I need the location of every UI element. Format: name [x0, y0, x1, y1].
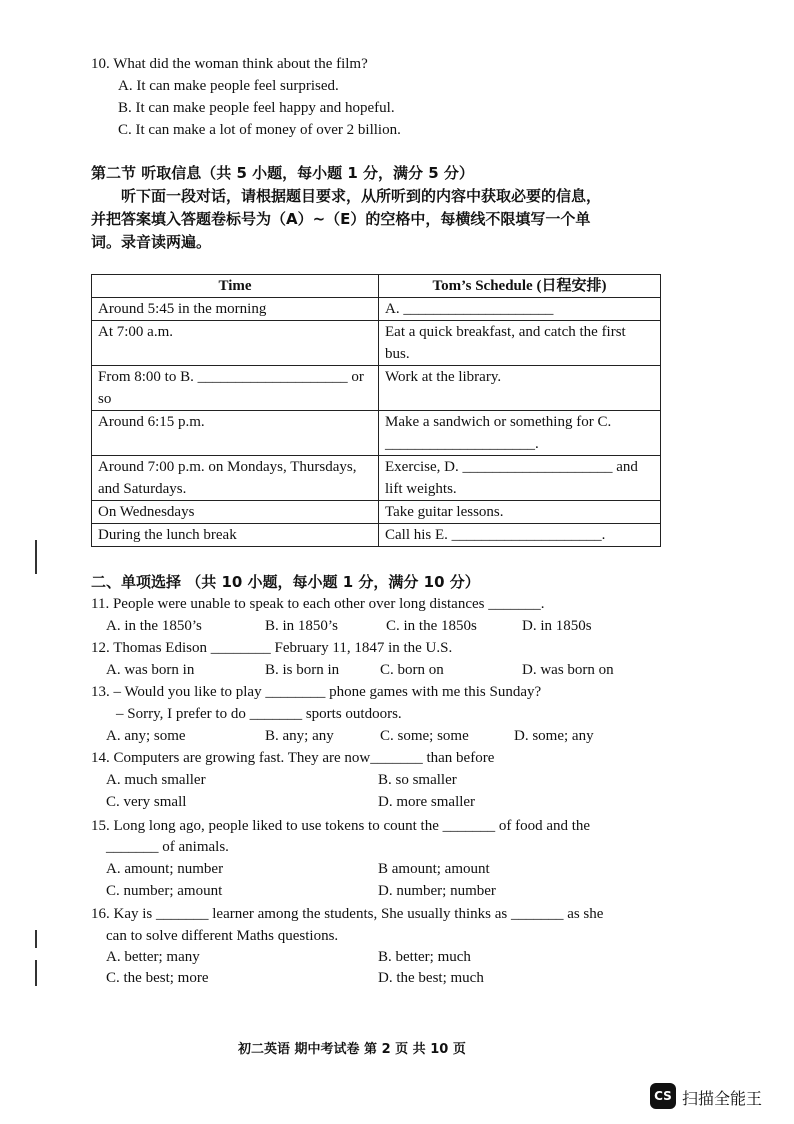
schedule-cell: Eat a quick breakfast, and catch the first bus.: [379, 321, 661, 366]
q16-option-c: C. the best; more: [106, 970, 209, 986]
q15-option-b: B amount; amount: [378, 861, 490, 877]
time-cell: Around 6:15 p.m.: [92, 411, 379, 456]
camscanner-logo-icon: CS: [650, 1083, 676, 1109]
q12-option-b: B. is born in: [265, 662, 340, 678]
schedule-cell: Call his E. ____________________.: [379, 524, 661, 547]
camscanner-watermark-text: 扫描全能王: [682, 1089, 763, 1108]
q16-stem: 16. Kay is _______ learner among the students, She usually thinks as _______ as she: [91, 906, 604, 922]
q13-option-c: C. some; some: [380, 728, 469, 744]
q15-stem-line2: _______ of animals.: [106, 839, 229, 855]
q15-option-d: D. number; number: [378, 883, 496, 899]
schedule-cell: Take guitar lessons.: [379, 501, 661, 524]
q11-option-d: D. in 1850s: [522, 618, 592, 634]
part2-heading: 二、单项选择 （共 10 小题，每小题 1 分，满分 10 分）: [91, 573, 480, 591]
table-row: [92, 366, 661, 411]
q11-option-a: A. in the 1850’s: [106, 618, 202, 634]
q12-stem: 12. Thomas Edison ________ February 11, 1847 in the U.S.: [91, 640, 453, 656]
q14-option-d: D. more smaller: [378, 794, 476, 810]
q16-option-d: D. the best; much: [378, 970, 484, 986]
table-row: [92, 501, 661, 524]
time-cell: Around 7:00 p.m. on Mondays, Thursdays, and Saturdays.: [92, 456, 379, 501]
q10-option-b: B. It can make people feel happy and hopeful.: [118, 100, 395, 116]
q14-option-c: C. very small: [106, 794, 187, 810]
section2-instruction-line1: 听下面一段对话，请根据题目要求，从所听到的内容中获取必要的信息，: [121, 187, 602, 205]
q13-option-a: A. any; some: [106, 728, 186, 744]
time-cell: From 8:00 to B. ____________________ or so: [92, 366, 379, 411]
q14-option-b: B. so smaller: [378, 772, 457, 788]
q10-stem: 10. What did the woman think about the film?: [91, 56, 368, 72]
page-footer: 初二英语 期中考试卷 第 2 页 共 10 页: [238, 1042, 466, 1057]
time-cell: On Wednesdays: [92, 501, 379, 524]
schedule-cell: Work at the library.: [379, 366, 661, 411]
header-schedule: Tom’s Schedule (日程安排): [379, 275, 661, 298]
schedule-cell: Make a sandwich or something for C. ____________________.: [379, 411, 661, 456]
q14-option-a: A. much smaller: [106, 772, 206, 788]
q16-option-a: A. better; many: [106, 949, 200, 965]
q16-option-b: B. better; much: [378, 949, 471, 965]
schedule-cell: A. ____________________: [379, 298, 661, 321]
section2-instruction-line2: 并把答案填入答题卷标号为（A）~（E）的空格中，每横线不限填写一个单: [91, 210, 591, 228]
q11-stem: 11. People were unable to speak to each other over long distances _______.: [91, 596, 545, 612]
q15-stem: 15. Long long ago, people liked to use tokens to count the _______ of food and the: [91, 818, 591, 834]
table-row: [92, 456, 661, 501]
q10-option-a: A. It can make people feel surprised.: [118, 78, 339, 94]
margin-scan-mark: [35, 540, 37, 574]
section2-heading: 第二节 听取信息（共 5 小题，每小题 1 分，满分 5 分）: [91, 164, 474, 182]
q14-stem: 14. Computers are growing fast. They are now_______ than before: [91, 750, 495, 766]
table-header-row: [92, 275, 661, 298]
q11-option-b: B. in 1850’s: [265, 618, 338, 634]
table-row: [92, 524, 661, 547]
header-time: Time: [92, 275, 379, 298]
q13-stem: 13. – Would you like to play ________ phone games with me this Sunday?: [91, 684, 542, 700]
schedule-cell: Exercise, D. ____________________ and lift weights.: [379, 456, 661, 501]
q16-stem-line2: can to solve different Maths questions.: [106, 928, 339, 944]
section2-instruction-line3: 词。录音读两遍。: [91, 233, 212, 251]
q12-option-d: D. was born on: [522, 662, 614, 678]
time-cell: At 7:00 a.m.: [92, 321, 379, 366]
q15-option-a: A. amount; number: [106, 861, 224, 877]
table-row: [92, 298, 661, 321]
q11-option-c: C. in the 1850s: [386, 618, 477, 634]
table-row: [92, 411, 661, 456]
q12-option-c: C. born on: [380, 662, 444, 678]
q13-option-b: B. any; any: [265, 728, 334, 744]
q10-option-c: C. It can make a lot of money of over 2 billion.: [118, 122, 401, 138]
time-cell: During the lunch break: [92, 524, 379, 547]
margin-scan-mark: [35, 930, 37, 948]
q13-stem-line2: – Sorry, I prefer to do _______ sports outdoors.: [116, 706, 402, 722]
margin-scan-mark: [35, 960, 37, 986]
q13-option-d: D. some; any: [514, 728, 594, 744]
q15-option-c: C. number; amount: [106, 883, 223, 899]
schedule-table: [91, 274, 661, 547]
q12-option-a: A. was born in: [106, 662, 195, 678]
time-cell: Around 5:45 in the morning: [92, 298, 379, 321]
table-row: [92, 321, 661, 366]
